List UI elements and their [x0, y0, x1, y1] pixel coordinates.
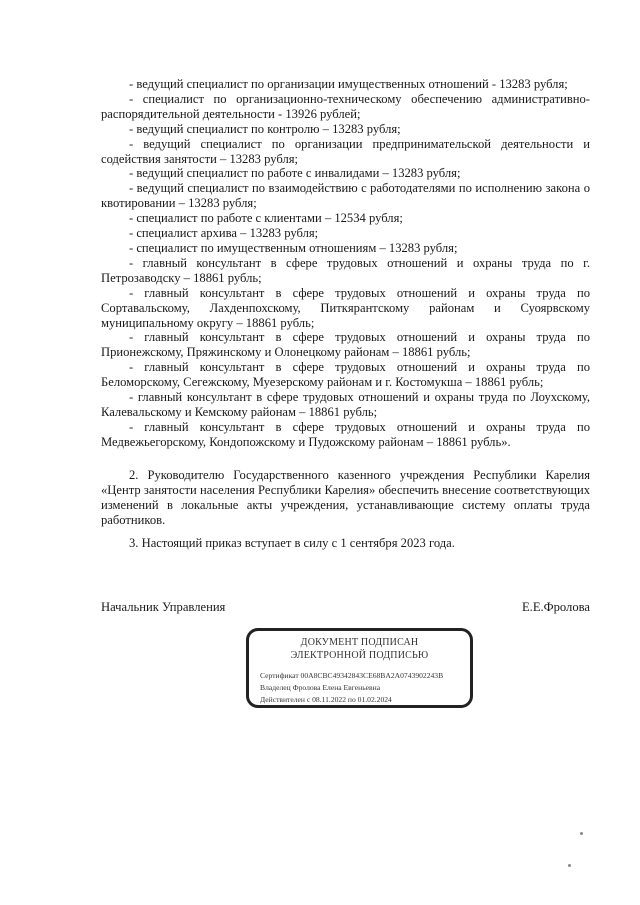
stamp-heading-line2: ЭЛЕКТРОННОЙ ПОДПИСЬЮ: [290, 650, 429, 661]
signatory-name: Е.Е.Фролова: [521, 600, 590, 614]
list-item: - ведущий специалист по организации имущественных отношений - 13283 рубля;: [129, 77, 568, 91]
stamp-heading-line1: ДОКУМЕНТ ПОДПИСАН: [300, 637, 419, 648]
paragraph-3: [101, 536, 590, 551]
list-item: - главный консультант в сфере трудовых отношений и охраны труда по Прионежскому, Пряжинскому и Олонецкому районам – 18861 рубль;: [101, 330, 590, 360]
list-item: - ведущий специалист по работе с инвалидами – 13283 рубля;: [129, 166, 461, 181]
list-item: - главный консультант в сфере трудовых отношений и охраны труда по Беломорскому, Сегежскому, Муезерскому районам и г. Костомукша – 18861 рубль;: [101, 360, 590, 390]
list-item: - специалист по организационно-техническому обеспечению административно-распорядительной деятельности - 13926 рублей;: [101, 91, 590, 121]
list-item: - ведущий специалист по контролю – 13283 рубля;: [129, 121, 401, 136]
signatory-title: Начальник Управления: [101, 600, 226, 614]
paragraph-3-text: 3. Настоящий приказ вступает в силу с 1 сентября 2023 года.: [129, 536, 455, 550]
list-item: - главный консультант в сфере трудовых отношений и охраны труда по г. Петрозаводску – 18861 рубль;: [101, 255, 590, 285]
list-item: - главный консультант в сфере трудовых отношений и охраны труда по Медвежьегорскому, Кондопожскому и Пудожскому районам – 18861 рубль».: [101, 419, 590, 449]
stamp-certificate: Сертификат 00A8CBC49342843CE68BA2A0743902243B: [260, 671, 444, 680]
list-item: - специалист по имущественным отношениям – 13283 рубля;: [129, 240, 458, 255]
stamp-owner: Владелец Фролова Елена Евгеньевна: [260, 683, 381, 692]
list-item: - главный консультант в сфере трудовых отношений и охраны труда по Сортавальскому, Лахденпохскому, Питкярантскому районам и Суоярвскому муниципальному округу – 18861 рубль;: [101, 285, 590, 330]
paragraph-2-text: 2. Руководителю Государственного казенного учреждения Республики Карелия «Центр занятости населения Республики Карелия» обеспечить внесение соответствующих изменений в локальные акты учреждения, устанавливающие систему оплаты труда работников.: [101, 468, 590, 527]
list-item: - главный консультант в сфере трудовых отношений и охраны труда по Лоухскому, Калевальскому и Кемскому районам – 18861 рубль;: [101, 390, 590, 419]
list-item: - специалист по работе с клиентами – 12534 рубля;: [129, 211, 403, 226]
list-item: - ведущий специалист по организации предпринимательской деятельности и содействия занятости – 13283 рубля;: [101, 136, 590, 166]
electronic-signature-stamp: [246, 628, 473, 708]
paragraph-2: [101, 468, 590, 528]
salary-list: [101, 77, 590, 450]
stamp-validity: Действителен с 08.11.2022 по 01.02.2024: [260, 695, 392, 704]
scan-speck: [568, 864, 571, 867]
list-item: - специалист архива – 13283 рубля;: [129, 226, 319, 241]
list-item: - ведущий специалист по взаимодействию с работодателями по исполнению закона о квотировании – 13283 рубля;: [101, 181, 590, 211]
scan-speck: [580, 832, 583, 835]
